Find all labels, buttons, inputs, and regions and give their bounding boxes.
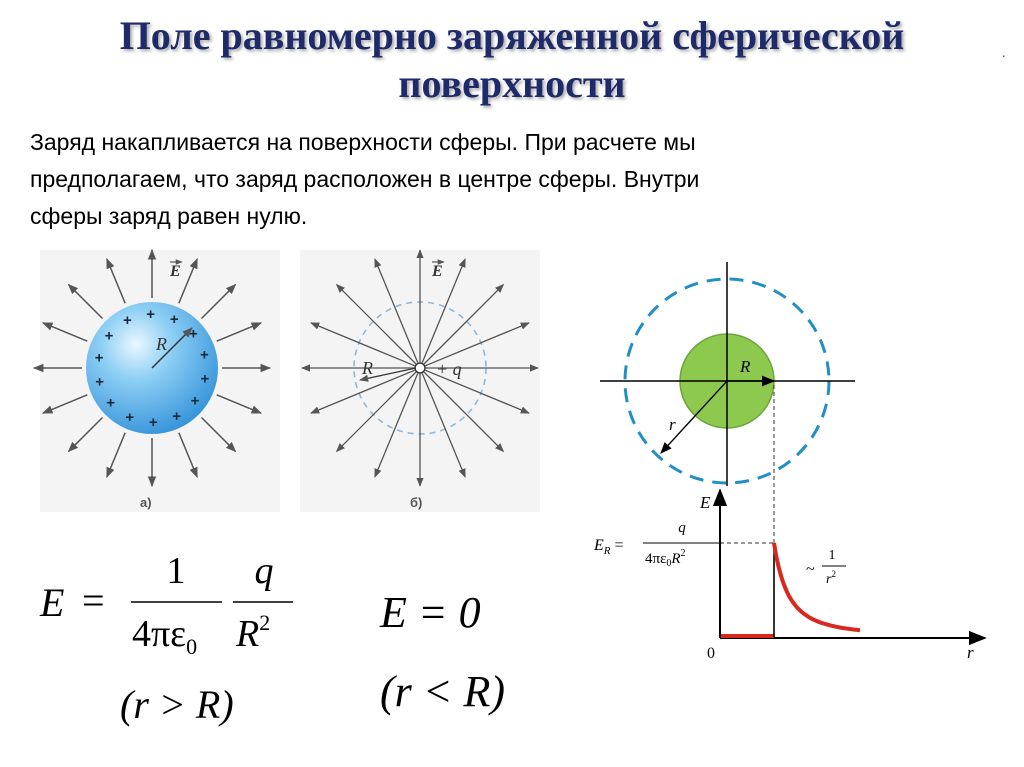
svg-text:~: ~: [806, 561, 815, 578]
body-line-3: сферы заряд равен нулю.: [30, 203, 308, 229]
radius-label-a: R: [156, 334, 167, 354]
svg-text:ER =: $E_R$ =: [594, 537, 624, 557]
graph-origin: 0: [707, 645, 715, 662]
graph-r-label: r: [967, 643, 974, 662]
plus-sign: +: [199, 346, 209, 364]
condition-outside: (r > R): [120, 682, 234, 727]
svg-text:r2: $r^2$: [826, 569, 836, 587]
charge-label-b: + q: [436, 359, 462, 379]
figure-b: [300, 250, 540, 512]
corner-mark: .: [1002, 46, 1006, 61]
plus-sign: +: [94, 349, 104, 367]
plus-sign: +: [169, 310, 179, 328]
plus-sign: +: [95, 373, 105, 391]
svg-text:E: E: [40, 580, 65, 625]
plus-sign: +: [104, 327, 114, 345]
formula-inside: [379, 588, 505, 716]
svg-text:1: 1: [166, 550, 186, 592]
plus-sign: +: [146, 306, 156, 324]
graph-e-label: E: [700, 493, 711, 512]
distance-label: r: [669, 415, 676, 434]
plus-sign: +: [125, 409, 135, 427]
inside-expression: E = 0: [380, 588, 481, 637]
svg-text:R2: $R^2$: [236, 610, 271, 655]
plus-sign: +: [200, 370, 210, 388]
svg-text:1: 1: [828, 548, 836, 563]
plus-sign: +: [189, 325, 198, 343]
field-label-b: E: [432, 263, 443, 280]
svg-text:=: =: [82, 578, 105, 623]
body-line-1: Заряд накапливается на поверхности сферы. При расчете мы: [30, 129, 696, 155]
plus-sign: +: [148, 413, 158, 431]
plus-sign: +: [172, 408, 181, 426]
figure-a-label: а): [140, 495, 152, 510]
plus-sign: +: [106, 394, 115, 412]
formula-outside: [39, 550, 293, 727]
body-line-2: предполагаем, что заряд расположен в центре сферы. Внутри: [30, 166, 700, 192]
radius-label-b: R: [362, 358, 373, 378]
inverse-square-label: [806, 548, 846, 587]
svg-text:q: q: [254, 550, 274, 592]
point-charge: [415, 363, 425, 373]
figure-a: [34, 250, 280, 512]
field-outside-curve: [774, 543, 860, 630]
figure-b-label: б): [410, 495, 423, 510]
plus-sign: +: [123, 311, 132, 329]
er-label: [593, 520, 722, 569]
svg-text:q: q: [678, 520, 686, 536]
title-line-1: Поле равномерно заряженной сферической: [119, 13, 905, 58]
svg-text:4πε0R2: $4\pi\varepsilon_0R^2$: [645, 548, 686, 569]
radius-label-c: R: [740, 357, 751, 376]
title-line-2: поверхности: [398, 61, 626, 106]
field-label-a: E: [170, 263, 181, 280]
figure-c: [593, 262, 985, 662]
condition-inside: (r < R): [380, 667, 505, 716]
plus-sign: +: [190, 392, 200, 410]
svg-text:4πε0: $4\pi\varepsilon_0$: [132, 613, 198, 659]
